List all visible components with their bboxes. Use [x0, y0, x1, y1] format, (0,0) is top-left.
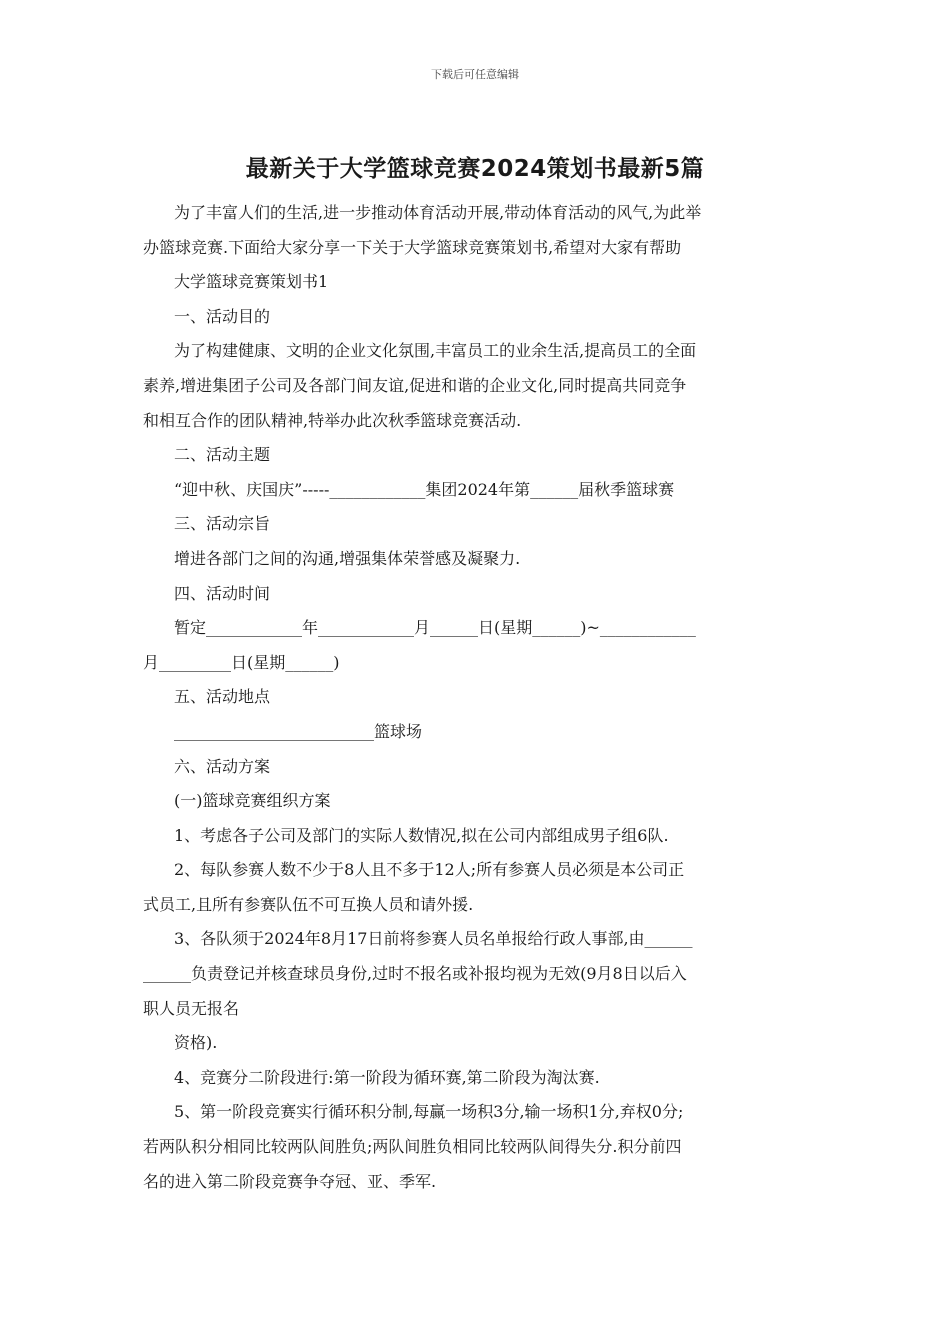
intro-line-2: 办篮球竞赛.下面给大家分享一下关于大学篮球竞赛策划书,希望对大家有帮助 — [143, 237, 682, 257]
item-3-line-4: 资格). — [174, 1033, 218, 1053]
document-body — [143, 196, 809, 1199]
document-title: 最新关于大学篮球竞赛2024策划书最新5篇 — [245, 156, 705, 182]
aim-line: 增进各部门之间的沟通,增强集体荣誉感及凝聚力. — [174, 548, 521, 568]
purpose-line-2: 素养,增进集团子公司及各部门间友谊,促进和谐的企业文化,同时提高共同竞争 — [143, 375, 687, 395]
heading-aim: 三、活动宗旨 — [174, 514, 271, 534]
time-line-1: 暂定____________年____________月______日(星期______)~____________ — [174, 618, 696, 638]
theme-line: “迎中秋、庆国庆”-----____________集团2024年第______届秋季篮球赛 — [174, 479, 675, 499]
item-1: 1、考虑各子公司及部门的实际人数情况,拟在公司内部组成男子组6队. — [174, 825, 669, 845]
heading-plan: 六、活动方案 — [174, 756, 271, 776]
subheading-organization: (一)篮球竞赛组织方案 — [174, 791, 331, 811]
item-4: 4、竞赛分二阶段进行:第一阶段为循环赛,第二阶段为淘汰赛. — [174, 1067, 600, 1087]
location-line: _________________________篮球场 — [174, 721, 423, 741]
page-header-note: 下载后可任意编辑 — [431, 68, 519, 81]
section-heading-plan-1: 大学篮球竞赛策划书1 — [174, 272, 329, 292]
heading-time: 四、活动时间 — [174, 583, 271, 603]
heading-theme: 二、活动主题 — [174, 445, 271, 465]
item-3-line-1: 3、各队须于2024年8月17日前将参赛人员名单报给行政人事部,由______ — [174, 929, 693, 949]
heading-location: 五、活动地点 — [174, 687, 271, 707]
purpose-line-1: 为了构建健康、文明的企业文化氛围,丰富员工的业余生活,提高员工的全面 — [174, 341, 697, 361]
intro-line-1: 为了丰富人们的生活,进一步推动体育活动开展,带动体育活动的风气,为此举 — [174, 203, 702, 222]
item-2-line-2: 式员工,且所有参赛队伍不可互换人员和请外援. — [143, 894, 474, 914]
item-3-line-3: 职人员无报名 — [143, 998, 240, 1018]
item-3-line-2: ______负责登记并核查球员身份,过时不报名或补报均视为无效(9月8日以后入 — [143, 964, 687, 984]
item-5-line-3: 名的进入第二阶段竞赛争夺冠、亚、季军. — [143, 1171, 437, 1191]
item-5-line-1: 5、第一阶段竞赛实行循环积分制,每赢一场积3分,输一场积1分,弃权0分; — [174, 1102, 684, 1122]
item-2-line-1: 2、每队参赛人数不少于8人且不多于12人;所有参赛人员必须是本公司正 — [174, 860, 685, 880]
heading-purpose: 一、活动目的 — [174, 306, 271, 326]
purpose-line-3: 和相互合作的团队精神,特举办此次秋季篮球竞赛活动. — [143, 410, 522, 430]
time-line-2: 月_________日(星期______) — [143, 652, 340, 672]
item-5-line-2: 若两队积分相同比较两队间胜负;两队间胜负相同比较两队间得失分.积分前四 — [143, 1137, 682, 1157]
